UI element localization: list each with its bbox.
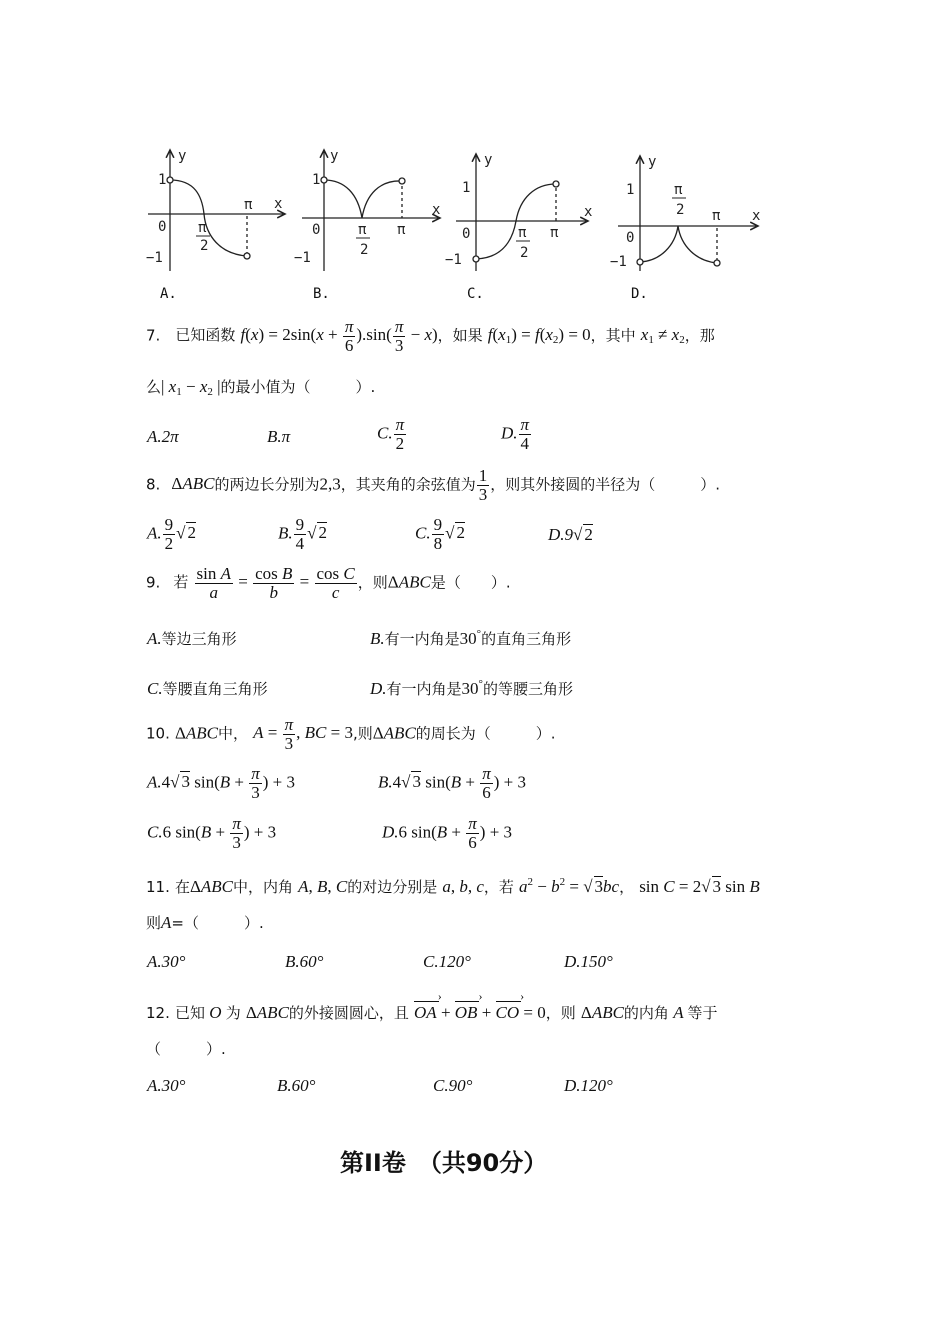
graph-a-two: 2 <box>200 238 209 254</box>
q11-option-d[interactable]: D.150° <box>564 952 613 971</box>
q8-number: 8. <box>146 475 161 494</box>
section-heading: 第II卷 （共90分） <box>340 1149 548 1177</box>
q8-option-b[interactable]: B. $\frac{9}{4}$ √ 2 <box>278 515 327 553</box>
graph-a-open-point <box>167 177 173 183</box>
graph-a-pi: π <box>244 197 253 213</box>
graph-d-one: 1 <box>626 182 635 198</box>
graph-b-y-label: y <box>330 148 339 164</box>
graph-a-x-label: x <box>274 196 283 212</box>
graph-label-c: C. <box>467 286 484 302</box>
graph-c-zero: 0 <box>462 226 471 242</box>
q10-option-c[interactable]: C.6 sin(B + $\frac{\pi}{3}$ ) + 3 <box>147 814 277 852</box>
graph-a-pi-num: π <box>198 220 207 236</box>
q12-option-a[interactable]: A.30° <box>147 1076 186 1095</box>
graph-b-curve <box>324 180 402 218</box>
q7-option-c[interactable]: C. $\frac{\pi}{2}$ <box>377 415 405 453</box>
graph-d-y-label: y <box>648 154 657 170</box>
graph-b-two: 2 <box>360 242 369 258</box>
graph-c-pi: π <box>550 225 559 241</box>
q9-option-c[interactable]: C.等腰直角三角形 <box>147 679 268 698</box>
q7-option-b[interactable]: B.π <box>267 427 291 446</box>
graph-a-open-point <box>244 253 250 259</box>
question-11-line2: 则A=（ ）. <box>146 913 264 932</box>
graph-b-one: 1 <box>312 172 321 188</box>
graph-c-minus-one: −1 <box>445 252 462 268</box>
q7-option-a[interactable]: A.2π <box>147 427 179 446</box>
graph-b-pi: π <box>397 222 406 238</box>
graph-a-zero: 0 <box>158 219 167 235</box>
graph-d-two: 2 <box>676 202 685 218</box>
graph-label-d: D. <box>631 286 648 302</box>
question-12: 12. 已知 O 为 ΔABC的外接圆圆心，且 › OA + › OB + › CO = 0，则 ΔABC的内角 A 等于 <box>146 1002 718 1023</box>
q11-number: 11. <box>146 878 170 896</box>
graph-c-one: 1 <box>462 180 471 196</box>
graph-a-y-label: y <box>178 148 187 164</box>
q8-option-c[interactable]: C. $\frac{9}{8}$ √ 2 <box>415 515 465 553</box>
graph-b-pi-num: π <box>358 222 367 238</box>
question-9: 9. 若 $\frac{\text{sin A}}{a}$ = $\frac{\text{cos B}}{b}$ = $\frac{\text{cos C}}{c}$ ，则ΔABC是（ ）. <box>146 564 511 602</box>
question-7-line2: 么| $x_1 - x_2$ |的最小值为（ ）. <box>146 377 376 398</box>
graph-d-curve <box>640 226 717 263</box>
q7-number: 7. <box>146 326 161 345</box>
q7-option-d[interactable]: D. $\frac{\pi}{4}$ <box>501 415 530 453</box>
graph-c-y-label: y <box>484 152 493 168</box>
q11-option-b[interactable]: B.60° <box>285 952 324 971</box>
q11-option-c[interactable]: C.120° <box>423 952 471 971</box>
graph-c-two: 2 <box>520 245 529 261</box>
q11-option-a[interactable]: A.30° <box>147 952 186 971</box>
graph-a-minus-one: −1 <box>146 250 163 266</box>
question-12-line2: （ ）. <box>146 1040 226 1058</box>
graph-b-x-label: x <box>432 202 441 218</box>
q9-option-b[interactable]: B.有一内角是30°的直角三角形 <box>370 628 572 648</box>
question-8: 8. ΔABC的两边长分别为2,3，其夹角的余弦值为 $\frac{1}{3}$ ，则其外接圆的半径为（ ）. <box>146 466 721 504</box>
graph-c-pi-num: π <box>518 225 527 241</box>
graph-d-pi: π <box>712 208 721 224</box>
q10-option-d[interactable]: D.6 sin(B + $\frac{\pi}{6}$ ) + 3 <box>382 814 513 852</box>
graph-d-pi-num: π <box>674 182 683 198</box>
graph-d-minus-one: −1 <box>610 254 627 270</box>
graph-d-open-point <box>637 259 643 265</box>
graph-b-open-point <box>399 178 405 184</box>
graph-c-open-point <box>473 256 479 262</box>
question-10: 10. ΔABC中， A = $\frac{\pi}{3}$ , BC = 3,则ΔABC的周长为（ ）. <box>146 715 556 753</box>
graph-d-x-label: x <box>752 208 761 224</box>
graphs-svg <box>140 136 770 286</box>
question-11: 11. 在ΔABC中，内角 A, B, C的对边分别是 a, b, c，若 $a^2 - b^2$ = √ 3bc， sin C = 2√ 3 sin B <box>146 876 760 896</box>
q8-option-d[interactable]: D.9√ 2 <box>548 525 593 544</box>
graph-b-zero: 0 <box>312 222 321 238</box>
graph-a-curve <box>170 180 247 256</box>
answer-graphs <box>140 136 770 286</box>
q9-number: 9. <box>146 573 161 592</box>
q12-option-d[interactable]: D.120° <box>564 1076 613 1095</box>
graph-label-b: B. <box>313 286 330 302</box>
q9-option-d[interactable]: D.有一内角是30°的等腰三角形 <box>370 678 573 698</box>
q10-option-b[interactable]: B.4√ 3 sin(B + $\frac{\pi}{6}$ ) + 3 <box>378 764 526 802</box>
q12-option-b[interactable]: B.60° <box>277 1076 316 1095</box>
graph-d-zero: 0 <box>626 230 635 246</box>
graph-b-open-point <box>321 177 327 183</box>
q10-number: 10. <box>146 724 170 743</box>
graph-a-one: 1 <box>158 172 167 188</box>
graph-b-minus-one: −1 <box>294 250 311 266</box>
graph-label-a: A. <box>160 286 177 302</box>
question-7: 7. 已知函数 f(x) = 2sin(x + $\frac{\pi}{6}$ ).sin( $\frac{\pi}{3}$ − x)，如果 $f(x_1) = f(x_2) = 0$，其中 $x_1 \ne x_2$，那 <box>146 317 715 355</box>
q12-number: 12. <box>146 1004 170 1022</box>
graph-c-x-label: x <box>584 204 593 220</box>
q12-option-c[interactable]: C.90° <box>433 1076 473 1095</box>
q10-option-a[interactable]: A.4√ 3 sin(B + $\frac{\pi}{3}$ ) + 3 <box>147 764 295 802</box>
graph-d-open-point <box>714 260 720 266</box>
q8-option-a[interactable]: A. $\frac{9}{2}$ √ 2 <box>147 515 196 553</box>
graph-c-open-point <box>553 181 559 187</box>
q9-option-a[interactable]: A.等边三角形 <box>147 629 237 648</box>
